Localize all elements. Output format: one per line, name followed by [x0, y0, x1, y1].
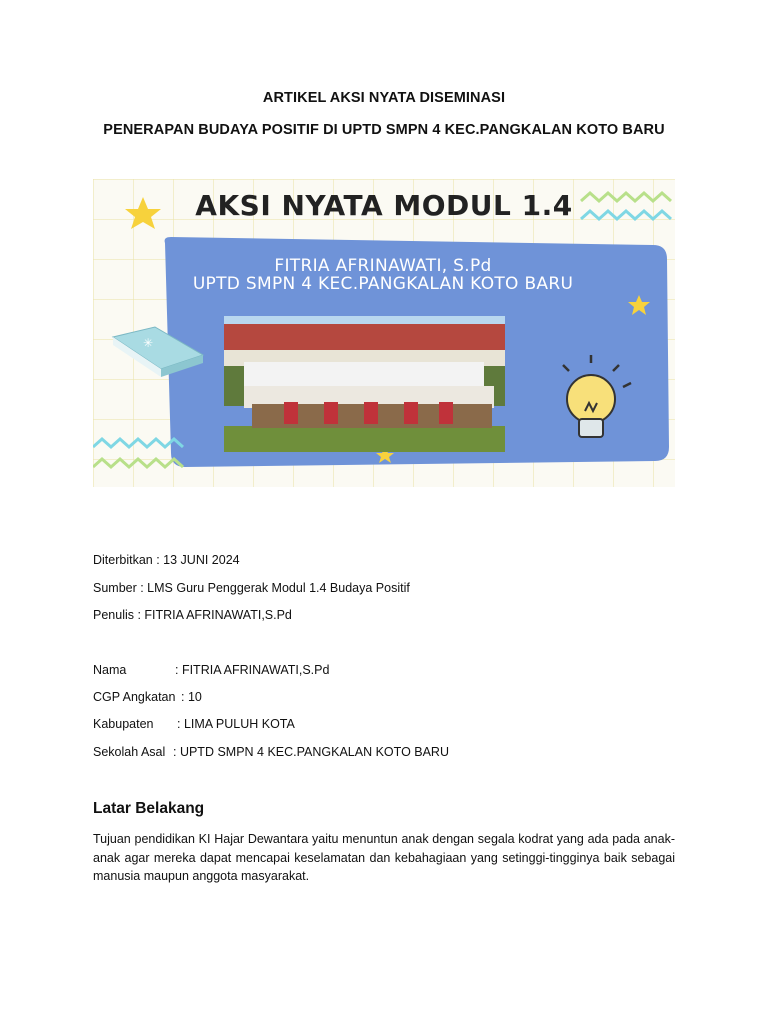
- profile-nama-label: Nama: [93, 663, 127, 677]
- profile-nama: [93, 663, 329, 677]
- banner-school-name: UPTD SMPN 4 KEC.PANGKALAN KOTO BARU: [192, 274, 574, 294]
- source-line: Sumber : LMS Guru Penggerak Modul 1.4 Budaya Positif: [93, 581, 410, 595]
- profile-nama-value: : FITRIA AFRINAWATI,S.Pd: [175, 663, 330, 677]
- profile-sekolah-label: Sekolah Asal: [93, 745, 166, 759]
- profile-cgp-label: CGP Angkatan: [93, 690, 176, 704]
- banner-author-name: FITRIA AFRINAWATI, S.Pd: [274, 256, 492, 276]
- section-heading: Latar Belakang: [93, 800, 205, 817]
- profile-cgp-value: : 10: [181, 690, 202, 704]
- wave-decoration: [93, 439, 183, 447]
- published-date: Diterbitkan : 13 JUNI 2024: [93, 553, 240, 567]
- profile-kabupaten: [93, 717, 295, 731]
- profile-sekolah: [93, 745, 449, 759]
- banner-heading: AKSI NYATA MODUL 1.4: [195, 189, 573, 222]
- cover-banner: [93, 179, 675, 487]
- document-title: ARTIKEL AKSI NYATA DISEMINASI: [262, 90, 506, 106]
- section-paragraph: Tujuan pendidikan KI Hajar Dewantara yaitu menuntun anak dengan segala kodrat yang ada pada anak-anak agar mereka dapat mencapai keselamatan dan kebahagiaan yang setinggi-tingginya baik sebagai manusia maupun anggota masyarakat.: [93, 832, 675, 883]
- profile-kabupaten-label: Kabupaten: [93, 717, 154, 731]
- profile-kabupaten-value: : LIMA PULUH KOTA: [177, 717, 295, 731]
- group-photo: [224, 316, 505, 452]
- document-subtitle: PENERAPAN BUDAYA POSITIF DI UPTD SMPN 4 KEC.PANGKALAN KOTO BARU: [103, 122, 665, 138]
- author-line: Penulis : FITRIA AFRINAWATI,S.Pd: [93, 608, 292, 622]
- wave-decoration: [93, 459, 183, 467]
- profile-cgp: [93, 690, 202, 704]
- profile-sekolah-value: : UPTD SMPN 4 KEC.PANGKALAN KOTO BARU: [173, 745, 449, 759]
- svg-text:✳: ✳: [143, 336, 154, 350]
